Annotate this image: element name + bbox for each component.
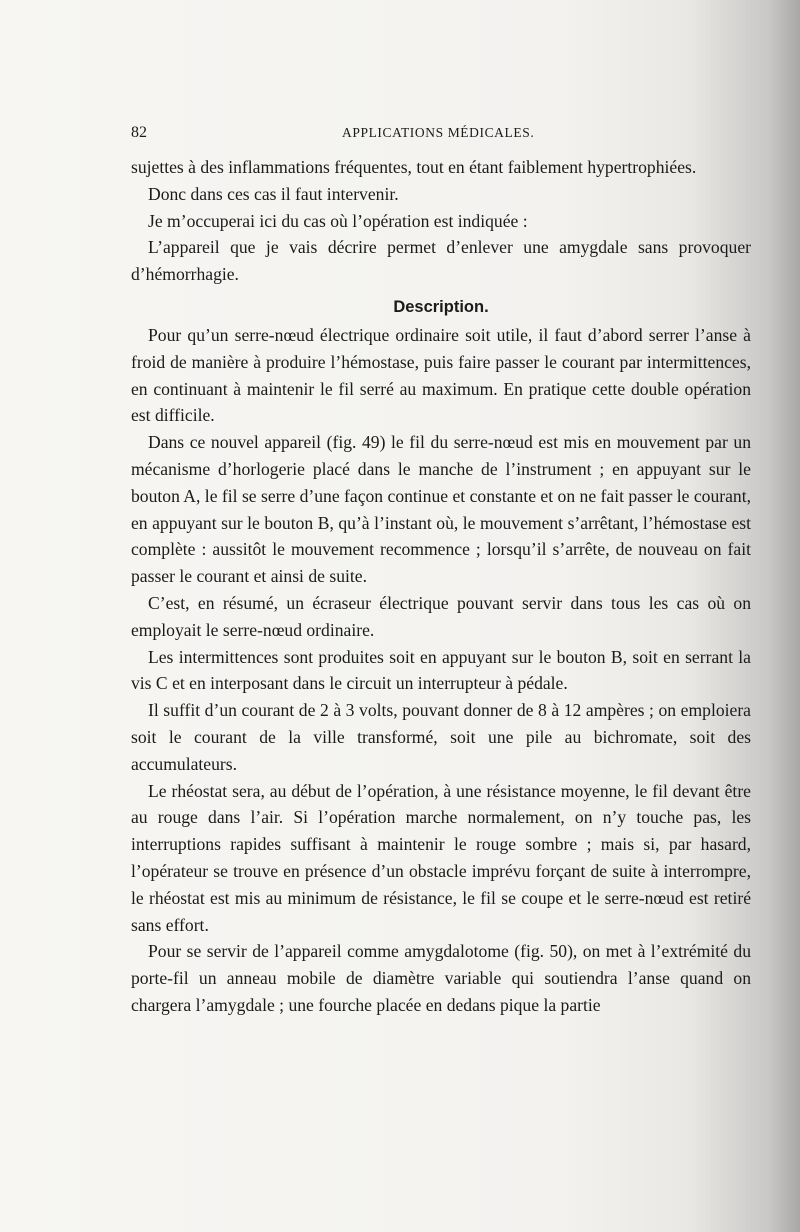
- paragraph: Donc dans ces cas il faut intervenir.: [148, 183, 399, 204]
- paragraph-continuation: sujettes à des inflammations fréquentes, tout en étant faiblement hypertrophiées.: [131, 157, 697, 177]
- running-title: APPLICATIONS MÉDICALES.: [342, 125, 535, 140]
- paragraph: C’est, en résumé, un écraseur électrique pouvant servir dans tous les cas où on employait le serre-nœud ordinaire.: [131, 592, 751, 640]
- paragraph: Pour se servir de l’appareil comme amygdalotome (fig. 50), on met à l’extrémité du porte-fil un anneau mobile de diamètre variable qui soutiendra l’anse quand on chargera l’amygdale ; une fourche placée en dedans pique la partie: [131, 941, 751, 1015]
- paragraph: Je m’occuperai ici du cas où l’opération est indiquée :: [148, 210, 528, 231]
- page-number: 82: [131, 124, 147, 141]
- paragraph: Il suffit d’un courant de 2 à 3 volts, pouvant donner de 8 à 12 ampères ; on emploiera soit le courant de la ville transformé, soit une pile au bichromate, soit des accumulateurs.: [131, 700, 751, 774]
- body-text: [131, 154, 751, 1019]
- paragraph: Dans ce nouvel appareil (fig. 49) le fil du serre-nœud est mis en mouvement par un mécanisme d’horlogerie placé dans le manche de l’instrument ; en appuyant sur le bouton A, le fil se serre d’une façon continue et constante et on ne fait passer le courant, en appuyant sur le bouton B, qu’à l’instant où, le mouvement s’arrêtant, l’hémostase est complète : aussitôt le mouvement recommence ; lorsqu’il s’arrête, de nouveau on fait passer le courant et ainsi de suite.: [131, 432, 751, 587]
- paragraph: Les intermittences sont produites soit en appuyant sur le bouton B, soit en serrant la vis C et en interposant dans le circuit un interrupteur à pédale.: [131, 646, 751, 694]
- section-heading: Description.: [393, 297, 489, 316]
- paragraph: L’appareil que je vais décrire permet d’enlever une amygdale sans provoquer d’hémorrhagie.: [131, 237, 751, 285]
- paragraph: Le rhéostat sera, au début de l’opération, à une résistance moyenne, le fil devant être au rouge dans l’air. Si l’opération marche normalement, on n’y touche pas, les interruptions rapides suffisant à maintenir le rouge sombre ; mais si, par hasard, l’opérateur se trouve en présence d’un obstacle imprévu forçant de suite à interrompre, le rhéostat est mis au minimum de résistance, le fil se coupe et le serre-nœud est retiré sans effort.: [131, 780, 751, 935]
- page-header: [131, 124, 751, 144]
- paragraph: Pour qu’un serre-nœud électrique ordinaire soit utile, il faut d’abord serrer l’anse à froid de manière à produire l’hémostase, puis faire passer le courant par intermittences, en continuant à maintenir le fil serré au maximum. En pratique cette double opération est difficile.: [131, 324, 751, 426]
